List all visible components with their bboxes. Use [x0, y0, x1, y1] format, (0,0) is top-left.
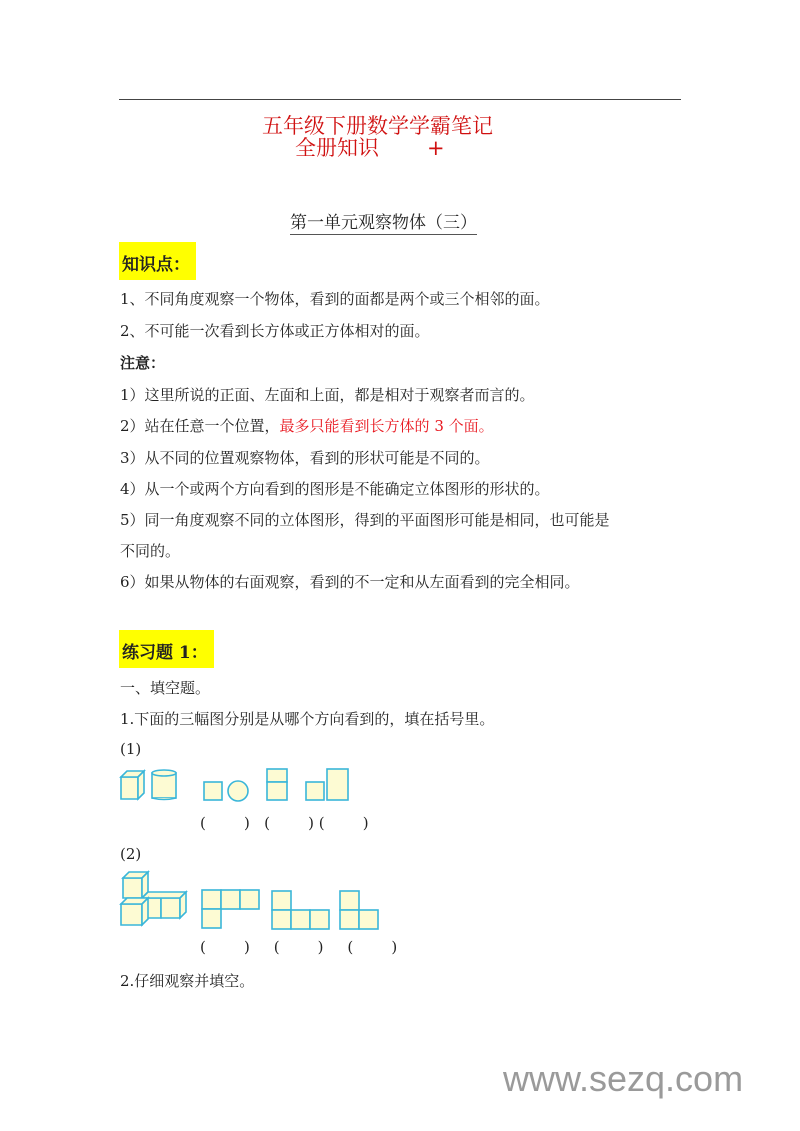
- note-item-continued: 不同的。: [120, 542, 181, 560]
- rect-tall-view: [327, 769, 348, 800]
- answer-blanks-1[interactable]: ( ) ( ) ( ): [200, 814, 369, 832]
- part-2-figures: [118, 868, 388, 932]
- rect-top-view: [267, 769, 287, 782]
- circle-view: [228, 781, 248, 801]
- square-view: [204, 782, 222, 800]
- square-left-view: [306, 782, 324, 800]
- answer-blanks-2[interactable]: ( ) ( ) ( ): [200, 938, 398, 956]
- note-item: 3）从不同的位置观察物体，看到的形状可能是不同的。: [120, 449, 490, 467]
- subtitle-plus: +: [427, 136, 445, 160]
- note-label: 注意：: [120, 354, 166, 372]
- note-item: 1）这里所说的正面、左面和上面，都是相对于观察者而言的。: [120, 386, 535, 404]
- exercise-label: 练习题 1：: [119, 630, 214, 668]
- cylinder-icon: [152, 770, 176, 800]
- part-1-label: (1): [120, 740, 142, 758]
- part-2-label: (2): [120, 845, 142, 863]
- knowledge-item: 2、不可能一次看到长方体或正方体相对的面。: [120, 322, 430, 340]
- view-c: [340, 891, 378, 929]
- subtitle-text: 全册知识: [295, 136, 379, 160]
- question-2: 2.仔细观察并填空。: [120, 972, 255, 990]
- cube-stack-icon: [121, 872, 186, 925]
- knowledge-item: 1、不同角度观察一个物体，看到的面都是两个或三个相邻的面。: [120, 290, 550, 308]
- note-item: [120, 415, 494, 436]
- view-b: [272, 891, 329, 929]
- doc-title: 五年级下册数学学霸笔记: [262, 114, 493, 138]
- unit-heading: 第一单元观察物体（三）: [290, 208, 477, 235]
- note-emphasis: 最多只能看到长方体的 3 个面。: [279, 417, 494, 435]
- question-1: 1.下面的三幅图分别是从哪个方向看到的，填在括号里。: [120, 710, 495, 728]
- note-text: 2）站在任意一个位置，: [120, 417, 280, 435]
- note-item: 4）从一个或两个方向看到的图形是不能确定立体图形的形状的。: [120, 480, 550, 498]
- note-item: 5）同一角度观察不同的立体图形，得到的平面图形可能是相同，也可能是: [120, 511, 610, 529]
- note-item: 6）如果从物体的右面观察，看到的不一定和从左面看到的完全相同。: [120, 573, 580, 591]
- part-1-figures: [118, 765, 358, 805]
- view-a: [202, 890, 259, 928]
- watermark: www.sezq.com: [503, 1058, 744, 1099]
- header-rule: [119, 99, 681, 100]
- knowledge-label: 知识点：: [119, 242, 196, 280]
- section-title: 一、填空题。: [120, 679, 211, 697]
- cube-icon: [121, 771, 144, 799]
- doc-subtitle: [295, 132, 445, 162]
- rect-bottom-view: [267, 782, 287, 800]
